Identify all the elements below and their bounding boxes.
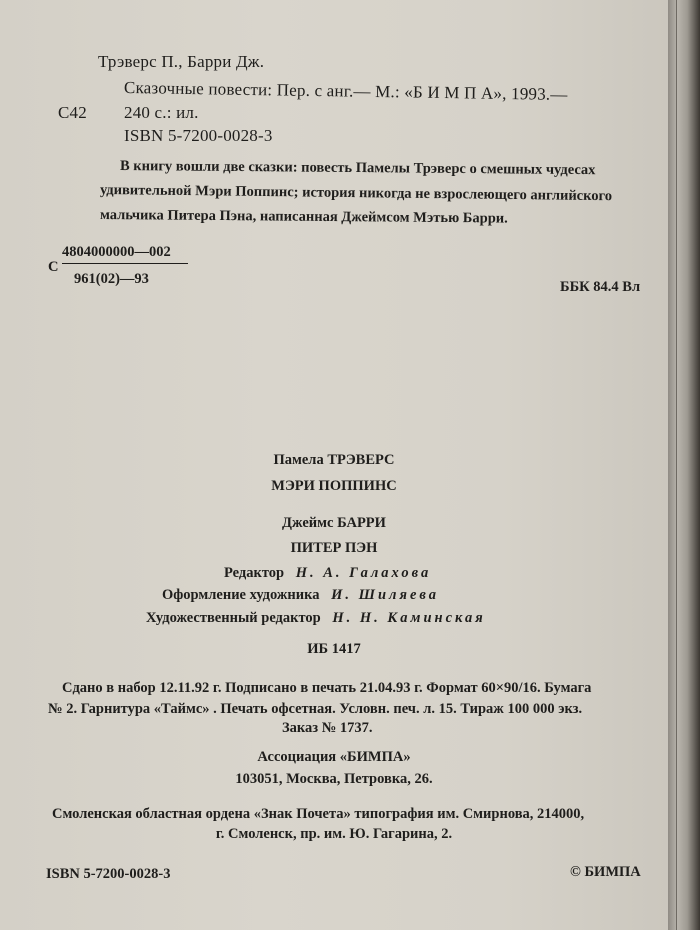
catalog-authors: Трэверс П., Барри Дж. — [98, 52, 265, 71]
classification-bbk: ББК 84.4 Вл — [560, 279, 641, 295]
page-edge — [668, 0, 700, 930]
print-info-line-1: Сдано в набор 12.11.92 г. Подписано в печать 21.04.93 г. Формат 60×90/16. Бумага — [62, 680, 592, 696]
publisher-name: Ассоциация «БИМПА» — [257, 749, 411, 765]
annotation-line-2: удивительной Мэри Поппинс; история никогда не взрослеющего английского — [99, 182, 613, 205]
classification-denominator: 961(02)—93 — [74, 271, 149, 287]
annotation-line-1: В книгу вошли две сказки: повесть Памелы Трэверс о смешных чудесах — [119, 158, 596, 179]
credit-design — [162, 587, 439, 604]
annotation-line-3: мальчика Питера Пэна, написанная Джеймсом Мэтью Барри. — [99, 207, 508, 227]
print-info-line-2: № 2. Гарнитура «Таймс» . Печать офсетная. Условн. печ. л. 15. Тираж 100 000 экз. — [48, 701, 583, 717]
print-info-line-3: Заказ № 1737. — [282, 720, 373, 736]
catalog-line-2: 240 с.: ил. — [124, 103, 199, 122]
classification-prefix: С — [48, 259, 59, 275]
work-author-1: Памела ТРЭВЕРС — [273, 452, 395, 468]
footer-copyright: © БИМПА — [570, 864, 641, 880]
credit-editor-name: Н. А. Галахова — [295, 565, 432, 581]
credit-art-name: Н. Н. Каминская — [332, 610, 486, 626]
catalog-isbn: ISBN 5-7200-0028-3 — [124, 126, 273, 145]
catalog-code: С42 — [58, 103, 87, 122]
credit-art — [146, 610, 486, 627]
ib-number: ИБ 1417 — [307, 641, 361, 657]
credit-art-label: Художественный редактор — [146, 610, 321, 626]
catalog-line-1: Сказочные повести: Пер. с анг.— М.: «Б И М П А», 1993.— — [123, 78, 568, 104]
credit-editor-label: Редактор — [224, 565, 285, 581]
work-author-2: Джеймс БАРРИ — [282, 515, 386, 531]
credit-design-label: Оформление художника — [162, 587, 320, 603]
publisher-address: 103051, Москва, Петровка, 26. — [235, 771, 433, 787]
printer-line-1: Смоленская областная ордена «Знак Почета» типография им. Смирнова, 214000, — [52, 806, 585, 822]
work-title-1: МЭРИ ПОППИНС — [271, 478, 397, 494]
credit-editor — [224, 565, 431, 582]
printer-line-2: г. Смоленск, пр. им. Ю. Гагарина, 2. — [215, 826, 453, 842]
footer-isbn: ISBN 5-7200-0028-3 — [46, 866, 171, 882]
work-title-2: ПИТЕР ПЭН — [290, 540, 378, 556]
page-edge-line — [676, 0, 677, 930]
classification-numerator: 4804000000—002 — [62, 244, 188, 264]
credit-design-name: И. Шиляева — [331, 587, 440, 603]
